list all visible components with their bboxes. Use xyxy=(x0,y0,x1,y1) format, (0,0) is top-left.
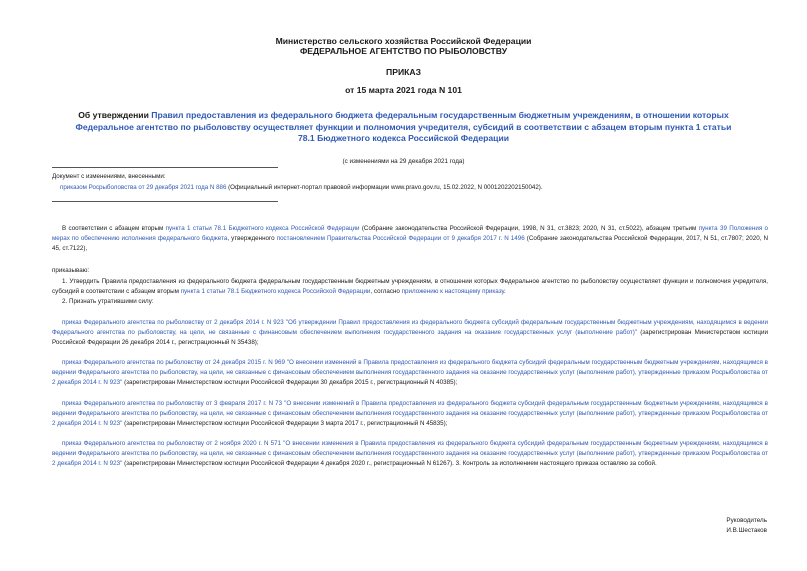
changes-note: (с изменениями на 29 декабря 2021 года) xyxy=(342,158,465,165)
revoked-order-1-registration: (зарегистрирован Министерством юстиции Российской Федерации 26 декабря 2014 г., регистрационный N 35438); xyxy=(52,328,768,346)
signature-role: Руководитель xyxy=(726,517,767,524)
divider-bottom xyxy=(52,201,278,202)
revoked-order-3-registration: (зарегистрирован Министерством юстиции Российской Федерации 3 марта 2017 г., регистрационный N 45835); xyxy=(122,419,448,427)
signature-name: И.В.Шестаков xyxy=(726,527,767,534)
revoked-order-2-link[interactable]: приказ Федерального агентства по рыболовству от 24 декабря 2015 г. N 969 "О внесении изменений в Правила предоставления из федерального бюджета субсидий федеральным государственным бюджетным учреждениям, находящимся в ведении Федерального агентства по рыболовству, на цели, не связанные с финансовым обеспечением выполнения государственного задания на оказание государственных услуг (выполнение работ), утвержденные приказом Росрыболовства от 2 декабря 2014 г. N 923" xyxy=(52,359,768,386)
item-1-budget-code-link[interactable]: пункта 1 статьи 78.1 Бюджетного кодекса Российской Федерации xyxy=(180,287,371,295)
revoked-order-3 xyxy=(52,399,768,428)
item-2-paragraph: 2. Признать утратившими силу: xyxy=(62,298,154,305)
divider-top xyxy=(52,167,278,168)
budget-code-link[interactable]: пункта 1 статьи 78.1 Бюджетного кодекса Российской Федерации xyxy=(165,225,360,232)
amendments-entry xyxy=(60,183,543,192)
revoked-order-2 xyxy=(52,358,768,387)
agency-name: ФЕДЕРАЛЬНОЕ АГЕНТСТВО ПО РЫБОЛОВСТВУ xyxy=(299,46,508,56)
item-1-text-2: , согласно xyxy=(370,287,402,295)
preamble-text-4: (Собрание законодательства Российской Федерации, 2017, N 51, ст.7807; 2020, N 45, ст.7122), xyxy=(52,234,769,252)
revoked-order-1 xyxy=(52,318,768,347)
document-type: ПРИКАЗ xyxy=(386,67,421,77)
amendment-source: (Официальный интернет-портал правовой информации www.pravo.gov.ru, 15.02.2022, N 0001202202150042). xyxy=(226,184,543,191)
revoked-order-3-link[interactable]: приказ Федерального агентства по рыболовству от 3 февраля 2017 г. N 73 "О внесении изменений в Правила предоставления из федерального бюджета субсидий федеральным государственным бюджетным учреждениям, находящимся в ведении Федерального агентства по рыболовству, на цели, не связанные с финансовым обеспечением выполнения государственного задания на оказание государственных услуг (выполнение работ), утвержденные приказом Росрыболовства от 2 декабря 2014 г. N 923" xyxy=(52,400,768,427)
government-decree-link[interactable]: постановлением Правительства Российской Федерации от 9 декабря 2017 г. N 1496 xyxy=(276,234,525,242)
revoked-order-2-registration: (зарегистрирован Министерством юстиции Российской Федерации 30 декабря 2015 г., регистрационный N 40385); xyxy=(122,378,458,386)
revoked-order-1-link[interactable]: приказ Федерального агентства по рыболовству от 2 декабря 2014 г. N 923 "Об утверждении Правил предоставления из федерального бюджета субсидий федеральным государственным бюджетным учреждениям, находящимся в ведении Федерального агентства по рыболовству, на цели, не связанные с финансовым обеспечением выполнения государственного задания на оказание государственных услуг (выполнение работ)" xyxy=(52,319,768,336)
ministry-name: Министерство сельского хозяйства Российской Федерации xyxy=(275,36,532,46)
regulation-point-link[interactable]: пункта 39 Положения о мерах по обеспечению исполнения федерального бюджета xyxy=(52,225,768,242)
preamble-paragraph xyxy=(52,224,768,253)
title-prefix: Об утверждении xyxy=(78,110,152,120)
preamble-text-3: , утвержденного xyxy=(227,234,277,242)
item-1-text-3: . xyxy=(504,287,506,295)
preamble-text-2: (Собрание законодательства Российской Федерации, 1998, N 31, ст.3823; 2020, N 31, ст.5022), абзацем третьим xyxy=(359,225,699,232)
revoked-order-4 xyxy=(52,439,768,468)
revoked-order-4-registration: (зарегистрирован Министерством юстиции Российской Федерации 4 декабря 2020 г., регистрационный N 61267). 3. Контроль за исполнением настоящего приказа оставляю за собой. xyxy=(122,459,657,467)
revoked-order-4-link[interactable]: приказ Федерального агентства по рыболовству от 2 ноября 2020 г. N 571 "О внесении изменения в Правила предоставления из федерального бюджета субсидий федеральным государственным бюджетным учреждениям, находящимся в ведении Федерального агентства по рыболовству, на цели, не связанные с финансовым обеспечением выполнения государственного задания на оказание государственных услуг (выполнение работ), утвержденные приказом Росрыболовства от 2 декабря 2014 г. N 923" xyxy=(52,440,768,467)
item-1-paragraph xyxy=(52,277,768,297)
appendix-link[interactable]: приложению к настоящему приказу xyxy=(401,287,504,295)
title-rules-link[interactable]: Правил предоставления из федерального бюджета федеральным государственным бюджетным учреждениям, в отношении которых Федеральное агентство по рыболовству осуществляет функции и полномочия учредителя, субсидий в соответствии с абзацем вторым пункта 1 статьи 78.1 Бюджетного кодекса Российской Федерации xyxy=(75,110,732,143)
preamble-text-1: В соответствии с абзацем вторым xyxy=(62,225,166,232)
amendments-label: Документ с изменениями, внесенными: xyxy=(52,173,166,180)
document-date-number: от 15 марта 2021 года N 101 xyxy=(345,85,462,95)
amendment-order-link[interactable]: приказом Росрыболовства от 29 декабря 2021 года N 886 xyxy=(60,184,227,191)
item-1-text-1: 1. Утвердить Правила предоставления из федерального бюджета федеральным государственным бюджетным учреждениям, в отношении которых Федеральное агентство по рыболовству осуществляет функции и полномочия учредителя, субсидий в соответствии с абзацем вторым xyxy=(52,278,768,295)
document-title xyxy=(70,110,737,145)
order-word: приказываю: xyxy=(52,267,90,274)
